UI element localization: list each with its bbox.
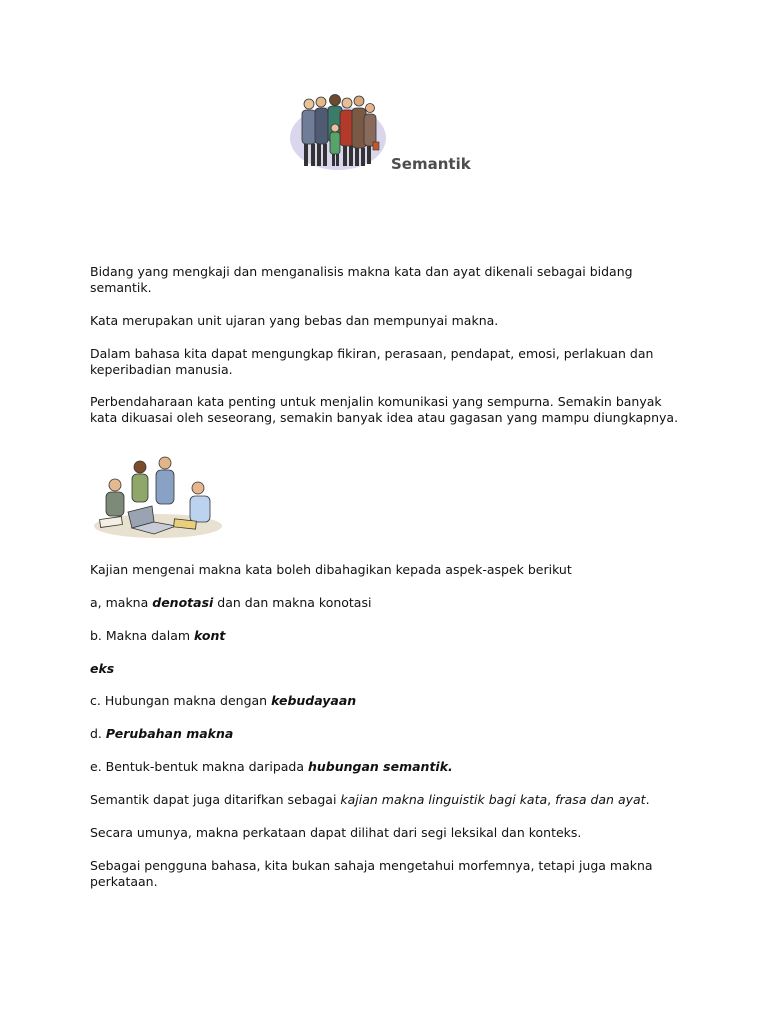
list-a-suffix: dan dan makna konotasi [213,595,372,610]
page-title: Semantik [391,155,471,173]
paragraph-6 [90,792,680,808]
paragraph-2: Kata merupakan unit ujaran yang bebas dan mempunyai makna. [90,313,499,328]
list-b-prefix: b. Makna dalam [90,628,194,643]
paragraph-4: Perbendaharaan kata penting untuk menjalin komunikasi yang sempurna. Semakin banyak kata dikuasai oleh seseorang, semakin banyak idea atau gagasan yang mampu diungkapnya. [90,394,679,425]
p6-italic-2: frasa dan ayat [555,792,646,807]
paragraph-7: Secara umunya, makna perkataan dapat dilihat dari segi leksikal dan konteks. [90,825,582,840]
list-b-emphasis-cont: eks [90,661,115,676]
list-a-prefix: a, makna [90,595,153,610]
list-item-b [90,628,680,644]
people-group-clipart [288,90,388,174]
list-d-prefix: d. [90,726,106,741]
paragraph-8: Sebagai pengguna bahasa, kita bukan sahaja mengetahui morfemnya, tetapi juga makna perkataan. [90,858,653,889]
list-e-prefix: e. Bentuk-bentuk makna daripada [90,759,308,774]
paragraph-1: Bidang yang mengkaji dan menganalisis makna kata dan ayat dikenali sebagai bidang semantik. [90,264,633,295]
p6-italic-1: kajian makna linguistik bagi kata [340,792,548,807]
list-item-e [90,759,680,775]
list-a-emphasis: denotasi [152,595,214,610]
list-c-prefix: c. Hubungan makna dengan [90,693,272,708]
list-item-b-continuation [90,661,680,677]
p6-separator: , [547,792,556,807]
list-d-emphasis: Perubahan makna [105,726,234,741]
p6-prefix: Semantik dapat juga ditarifkan sebagai [90,792,341,807]
list-item-c [90,693,680,709]
list-item-a [90,595,680,611]
paragraph-3: Dalam bahasa kita dapat mengungkap fikiran, perasaan, pendapat, emosi, perlakuan dan keperibadian manusia. [90,346,654,377]
list-c-emphasis: kebudayaan [271,693,357,708]
paragraph-5: Kajian mengenai makna kata boleh dibahagikan kepada aspek-aspek berikut [90,562,572,577]
list-b-emphasis: kont [194,628,226,643]
list-e-emphasis: hubungan semantik. [307,759,453,774]
office-team-laptop-clipart [92,456,226,542]
list-item-d [90,726,680,742]
p6-suffix: . [645,792,650,807]
